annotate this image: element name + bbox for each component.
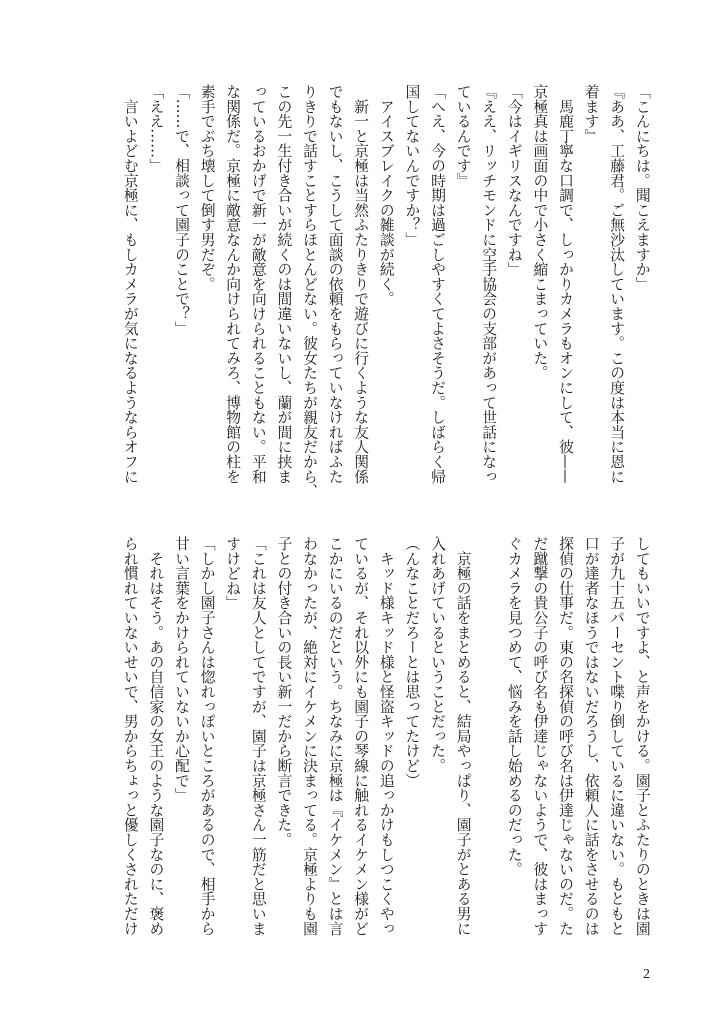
text-column: 素手でぶち壊して倒す男だぞ。: [198, 84, 216, 292]
text-column: キッド様キッド様と怪盗キッドの追っかけもしつこくやっ: [377, 536, 395, 936]
text-column: こかにいるのだという。ちなみに京極は『イケメン』とは言: [326, 536, 344, 936]
text-column: 甘い言葉をかけられていないか心配で」: [172, 536, 190, 803]
text-column: 「しかし園子さんは惚れっぽいところがあるので、相手から: [198, 536, 216, 936]
text-column: 京極真は画面の中で小さく縮こまっていた。: [531, 84, 549, 380]
text-column: ているが、それ以外にも園子の琴線に触れるイケメン様がど: [352, 536, 370, 936]
text-column: だ蹴撃の貴公子の呼び名も伊達じゃないようで、彼はまっす: [531, 536, 549, 936]
text-column: 子が九十五パーセント喋り倒しているに違いない。もともと: [608, 536, 626, 936]
text-column: （んなことだろーとは思ってたけど）: [403, 536, 421, 788]
text-column: この先一生付き合いが続くのは間違いないし、蘭が間に挟ま: [275, 84, 293, 484]
text-column: 新一と京極は当然ふたりきりで遊びに行くような友人関係: [352, 84, 370, 484]
text-column: 探偵の仕事だ。東の名探偵の呼び名は伊達じゃないのだ。た: [556, 536, 574, 936]
text-column: でもないし、こうして面談の依頼をもらっていなければふた: [326, 84, 344, 484]
text-column: すけどね」: [224, 536, 242, 610]
text-column: 口が達者なほうではないだろうし、依頼人に話をさせるのは: [582, 536, 600, 936]
text-column: 「今はイギリスなんですね」: [505, 84, 523, 277]
page-number: 2: [643, 967, 650, 982]
text-column: 「こんにちは。聞こえますか」: [633, 84, 651, 292]
text-column: 国してないんですか？」: [403, 84, 421, 247]
upper-text-block: [0, 84, 728, 504]
text-column: 『ああ、工藤君。ご無沙汰しています。この度は本当に恩に: [608, 84, 626, 484]
text-column: 「これは友人としてですが、園子は京極さん一筋だと思いま: [249, 536, 267, 936]
text-column: 着ます』: [582, 84, 600, 144]
text-column: ているんです』: [454, 84, 472, 188]
text-column: 「……で、相談って園子のことで？」: [172, 84, 190, 336]
text-column: それはそう。あの自信家の女王のような園子なのに、褒め: [147, 536, 165, 936]
text-column: な関係だ。京極に敵意なんか向けられてみろ、博物館の柱を: [224, 84, 242, 484]
text-column: 子との付き合いの長い新一だから断言できた。: [275, 536, 293, 847]
text-column: られ慣れていないせいで、男からちょっと優しくされただけ: [121, 536, 139, 936]
text-column: 『ええ、リッチモンドに空手協会の支部があって世話になっ: [480, 84, 498, 484]
text-column: ぐカメラを見つめて、悩みを話し始めるのだった。: [505, 536, 523, 877]
text-column: してもいいですよ、と声をかける。園子とふたりのときは園: [633, 536, 651, 936]
text-column: わなかったが、絶対にイケメンに決まってる。京極よりも園: [300, 536, 318, 936]
text-column: 馬鹿丁寧な口調で、しっかりカメラもオンにして、彼——: [556, 84, 574, 484]
text-column: っているおかげで新一が敵意を向けられることもない。平和: [249, 84, 267, 484]
text-column: [476, 536, 502, 956]
lower-text-block: [0, 536, 728, 956]
text-column: 京極の話をまとめると、結局やっぱり、園子がとある男に: [454, 536, 472, 936]
text-column: アイスブレイクの雑談が続く。: [377, 84, 395, 306]
text-column: 「へえ、今の時期は過ごしやすくてよさそうだ。しばらく帰: [428, 84, 446, 484]
text-column: 入れあげているということだった。: [428, 536, 446, 773]
text-column: りきりで話すことすらほとんどない。彼女たちが親友だから、: [300, 84, 318, 499]
text-column: 言いよどむ京極に、もしカメラが気になるようならオフに: [121, 84, 139, 484]
text-column: 「ええ……」: [147, 84, 165, 173]
